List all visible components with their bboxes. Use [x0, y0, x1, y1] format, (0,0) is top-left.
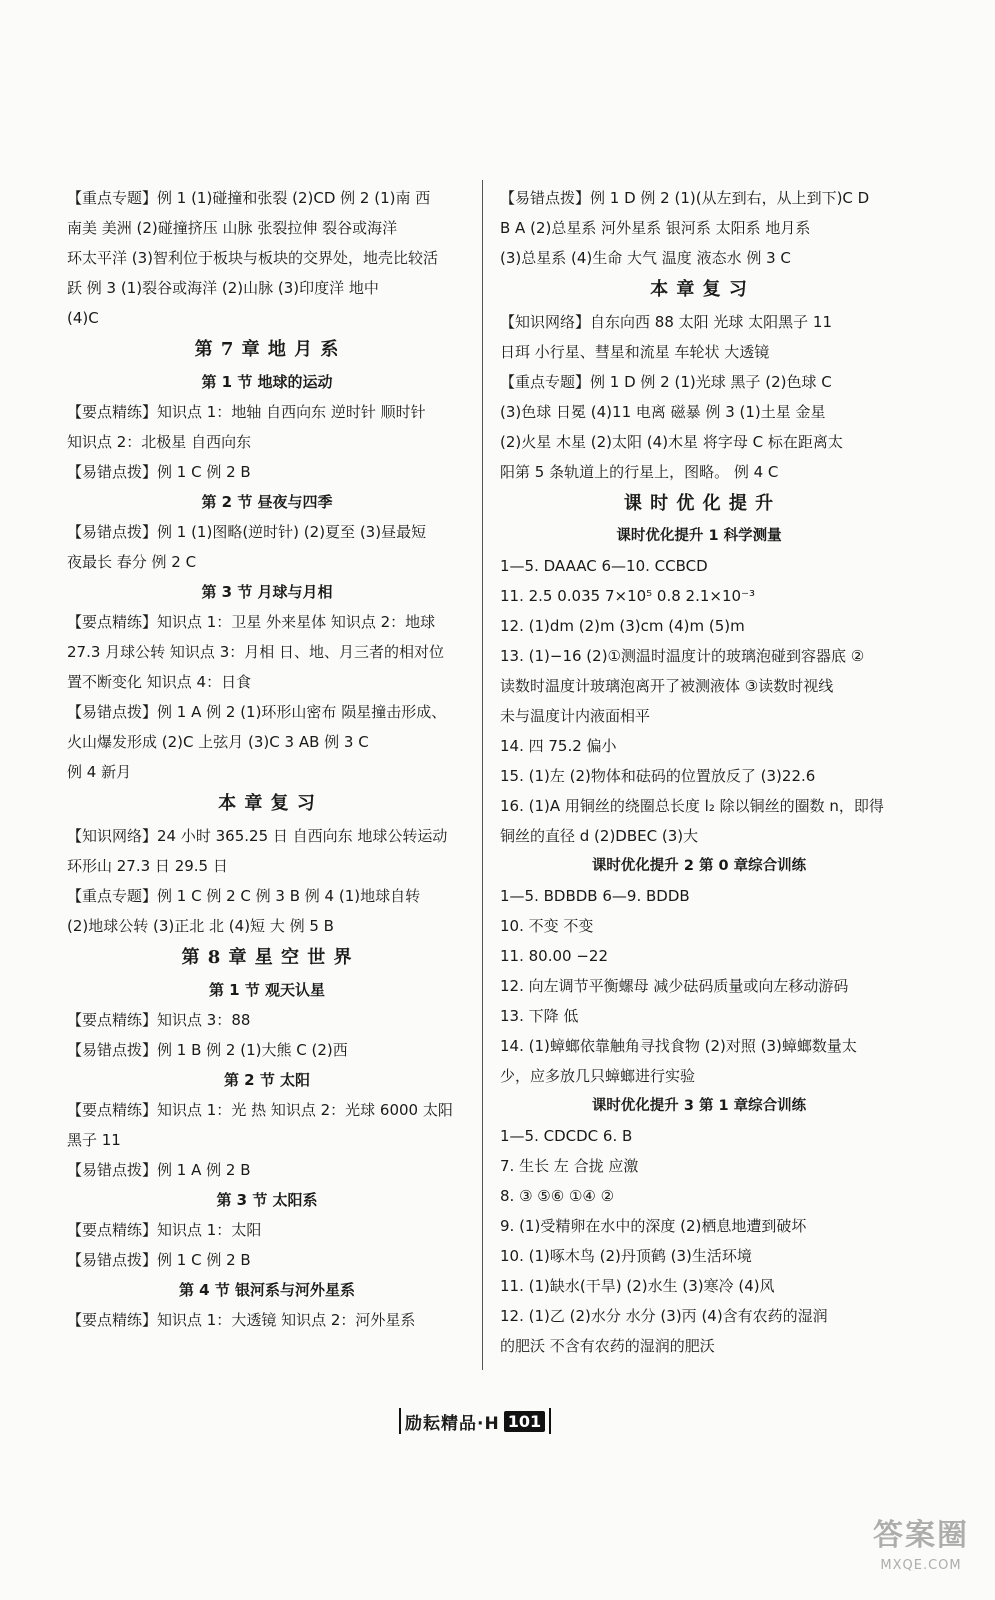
answer-line: 【易错点拨】例 1 (1)图略(逆时针) (2)夏至 (3)昼最短 — [67, 523, 427, 541]
column-divider — [482, 180, 483, 1370]
answer-line: 12. (1)dm (2)m (3)cm (4)m (5)m — [500, 617, 745, 635]
footer-brand: 励耘精品·H — [405, 1413, 500, 1434]
section-heading: 第 4 节 银河系与河外星系 — [178, 1281, 356, 1299]
chapter-heading: 第 8 章 星 空 世 界 — [181, 947, 353, 968]
answer-line: (2)火星 木星 (2)太阳 (4)木星 将字母 C 标在距离太 — [500, 433, 843, 451]
answer-line: (3)色球 日冕 (4)11 电离 磁暴 例 3 (1)土星 金星 — [500, 403, 826, 421]
right-column — [500, 183, 898, 1361]
answer-line: 【易错点拨】例 1 C 例 2 B — [67, 1251, 251, 1269]
answer-line: 【知识网络】自东向西 88 太阳 光球 太阳黑子 11 — [500, 313, 833, 331]
watermark-logo — [861, 1516, 981, 1586]
answer-line: 15. (1)左 (2)物体和砝码的位置放反了 (3)22.6 — [500, 767, 816, 785]
answer-line: 14. 四 75.2 偏小 — [500, 737, 617, 755]
answer-line: 7. 生长 左 合拢 应激 — [500, 1157, 639, 1175]
section-heading: 第 3 节 太阳系 — [216, 1191, 318, 1209]
footer-bar-left — [399, 1408, 401, 1434]
section-heading: 第 3 节 月球与月相 — [201, 583, 333, 601]
answer-line: 13. (1)−16 (2)①测温时温度计的玻璃泡碰到容器底 ② — [500, 647, 865, 665]
watermark-title: 答案圈 — [873, 1518, 969, 1553]
chapter-heading: 本 章 复 习 — [218, 793, 316, 814]
answer-line: 【易错点拨】例 1 B 例 2 (1)大熊 C (2)西 — [67, 1041, 348, 1059]
answer-line: 【易错点拨】例 1 A 例 2 (1)环形山密布 陨星撞击形成、 — [67, 703, 447, 721]
section-heading: 第 1 节 观天认星 — [208, 981, 326, 999]
answer-line: 日珥 小行星、彗星和流星 车轮状 大透镜 — [500, 343, 770, 361]
answer-line: 1—5. BDBDB 6—9. BDDB — [500, 887, 690, 905]
chapter-heading: 课 时 优 化 提 升 — [623, 493, 775, 514]
answer-line: 读数时温度计玻璃泡离开了被测液体 ③读数时视线 — [500, 677, 834, 695]
left-column — [67, 183, 467, 1335]
answer-line: 【易错点拨】例 1 C 例 2 B — [67, 463, 251, 481]
answer-line: (2)地球公转 (3)正北 北 (4)短 大 例 5 B — [67, 917, 334, 935]
answer-line: 【知识网络】24 小时 365.25 日 自西向东 地球公转运动 — [67, 827, 448, 845]
answer-line: 南美 美洲 (2)碰撞挤压 山脉 张裂拉伸 裂谷或海洋 — [67, 219, 398, 237]
answer-line: 【重点专题】例 1 C 例 2 C 例 3 B 例 4 (1)地球自转 — [67, 887, 421, 905]
answer-line: (4)C — [67, 309, 99, 327]
answer-line: 夜最长 春分 例 2 C — [67, 553, 197, 571]
chapter-heading: 第 7 章 地 月 系 — [194, 339, 340, 360]
section-heading: 课时优化提升 3 第 1 章综合训练 — [591, 1098, 807, 1114]
answer-line: 的肥沃 不含有农药的湿润的肥沃 — [500, 1337, 715, 1355]
answer-line: 阳第 5 条轨道上的行星上，图略。 例 4 C — [500, 463, 779, 481]
answer-line: 【易错点拨】例 1 D 例 2 (1)(从左到右，从上到下)C D — [500, 189, 870, 207]
answer-line: 【重点专题】例 1 (1)碰撞和张裂 (2)CD 例 2 (1)南 西 — [67, 189, 431, 207]
answer-line: 【要点精练】知识点 1：卫星 外来星体 知识点 2：地球 — [67, 613, 436, 631]
section-heading: 第 2 节 昼夜与四季 — [201, 493, 333, 511]
answer-line: 黑子 11 — [67, 1131, 121, 1149]
answer-line: 10. 不变 不变 — [500, 917, 594, 935]
answer-line: 【要点精练】知识点 1：光 热 知识点 2：光球 6000 太阳 — [67, 1101, 453, 1119]
answer-line: 【重点专题】例 1 D 例 2 (1)光球 黑子 (2)色球 C — [500, 373, 832, 391]
answer-line: 27.3 月球公转 知识点 3：月相 日、地、月三者的相对位 — [67, 643, 445, 661]
answer-line: 11. (1)缺水(干旱) (2)水生 (3)寒冷 (4)风 — [500, 1277, 775, 1295]
answer-line: 【要点精练】知识点 1：大透镜 知识点 2：河外星系 — [67, 1311, 416, 1329]
answer-line: 知识点 2：北极星 自西向东 — [67, 433, 252, 451]
section-heading: 课时优化提升 2 第 0 章综合训练 — [591, 858, 807, 874]
section-heading: 第 2 节 太阳 — [223, 1071, 311, 1089]
answer-line: (3)总星系 (4)生命 大气 温度 液态水 例 3 C — [500, 249, 791, 267]
answer-line: 13. 下降 低 — [500, 1007, 579, 1025]
answer-line: 例 4 新月 — [67, 763, 132, 781]
answer-line: 置不断变化 知识点 4：日食 — [67, 673, 252, 691]
answer-line: 16. (1)A 用铜丝的绕圈总长度 l₂ 除以铜丝的圈数 n，即得 — [500, 797, 884, 815]
answer-line: 11. 80.00 −22 — [500, 947, 608, 965]
answer-line: 8. ③ ⑤⑥ ①④ ② — [500, 1187, 615, 1205]
answer-line: 12. (1)乙 (2)水分 水分 (3)丙 (4)含有农药的湿润 — [500, 1307, 828, 1325]
section-heading: 课时优化提升 1 科学测量 — [616, 528, 782, 544]
answer-line: 跃 例 3 (1)裂谷或海洋 (2)山脉 (3)印度洋 地中 — [67, 279, 379, 297]
watermark-url: MXQE.COM — [880, 1558, 962, 1573]
answer-line: 9. (1)受精卵在水中的深度 (2)栖息地遭到破坏 — [500, 1217, 807, 1235]
answer-line: 14. (1)蟑螂依靠触角寻找食物 (2)对照 (3)蟑螂数量太 — [500, 1037, 857, 1055]
answer-line: 11. 2.5 0.035 7×10⁵ 0.8 2.1×10⁻³ — [500, 587, 755, 605]
answer-line: 铜丝的直径 d (2)DBEC (3)大 — [500, 827, 699, 845]
page-footer — [395, 1408, 555, 1434]
answer-line: 未与温度计内液面相平 — [500, 707, 651, 725]
answer-line: 环太平洋 (3)智利位于板块与板块的交界处，地壳比较活 — [67, 249, 439, 267]
answer-line: 【要点精练】知识点 1：地轴 自西向东 逆时针 顺时针 — [67, 403, 426, 421]
footer-bar-right — [549, 1408, 551, 1434]
page-number: 101 — [504, 1411, 545, 1432]
answer-line: 火山爆发形成 (2)C 上弦月 (3)C 3 AB 例 3 C — [67, 733, 369, 751]
answer-line: 少，应多放几只蟑螂进行实验 — [500, 1067, 696, 1085]
answer-line: 12. 向左调节平衡螺母 减少砝码质量或向左移动游码 — [500, 977, 849, 995]
answer-line: 1—5. CDCDC 6. B — [500, 1127, 633, 1145]
section-heading: 第 1 节 地球的运动 — [201, 373, 333, 391]
chapter-heading: 本 章 复 习 — [650, 279, 748, 300]
answer-line: 【易错点拨】例 1 A 例 2 B — [67, 1161, 251, 1179]
answer-line: 【要点精练】知识点 1：太阳 — [67, 1221, 262, 1239]
answer-line: 【要点精练】知识点 3：88 — [67, 1011, 251, 1029]
answer-line: 1—5. DAAAC 6—10. CCBCD — [500, 557, 708, 575]
answer-line: B A (2)总星系 河外星系 银河系 太阳系 地月系 — [500, 219, 811, 237]
answer-line: 环形山 27.3 日 29.5 日 — [67, 857, 228, 875]
answer-line: 10. (1)啄木鸟 (2)丹顶鹤 (3)生活环境 — [500, 1247, 752, 1265]
